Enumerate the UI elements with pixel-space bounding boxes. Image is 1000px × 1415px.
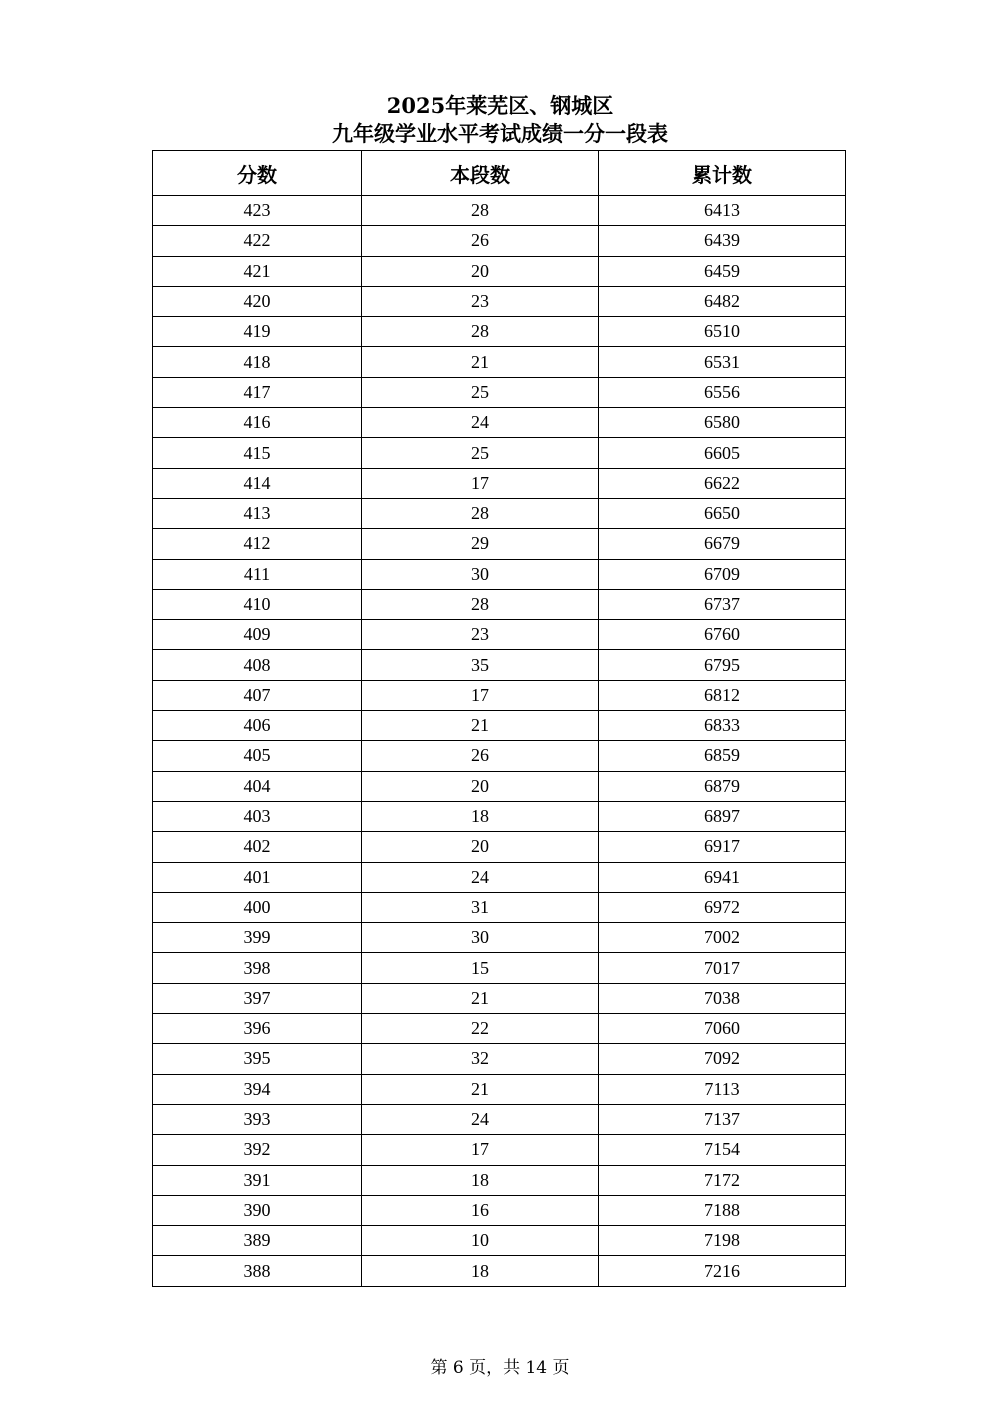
segment-count-cell: 28: [362, 317, 599, 347]
score-distribution-table: [152, 150, 846, 1287]
segment-count-cell: 10: [362, 1226, 599, 1256]
table-row: [153, 529, 846, 559]
cumulative-count-cell: 6650: [599, 498, 846, 528]
segment-count-cell: 23: [362, 620, 599, 650]
table-row: [153, 650, 846, 680]
table-header: [153, 151, 846, 196]
segment-count-cell: 28: [362, 589, 599, 619]
segment-count-cell: 21: [362, 983, 599, 1013]
cumulative-count-cell: 7092: [599, 1044, 846, 1074]
cumulative-count-cell: 6795: [599, 650, 846, 680]
score-cell: 417: [153, 377, 362, 407]
cumulative-count-cell: 7137: [599, 1104, 846, 1134]
segment-count-cell: 25: [362, 438, 599, 468]
column-header-score: 分数: [153, 151, 362, 196]
score-cell: 419: [153, 317, 362, 347]
table-header-row: [153, 151, 846, 196]
score-cell: 398: [153, 953, 362, 983]
score-cell: 410: [153, 589, 362, 619]
cumulative-count-cell: 6459: [599, 256, 846, 286]
cumulative-count-cell: 6859: [599, 741, 846, 771]
segment-count-cell: 35: [362, 650, 599, 680]
segment-count-cell: 24: [362, 1104, 599, 1134]
score-cell: 391: [153, 1165, 362, 1195]
cumulative-count-cell: 6709: [599, 559, 846, 589]
table-row: [153, 196, 846, 226]
table-row: [153, 1074, 846, 1104]
segment-count-cell: 25: [362, 377, 599, 407]
score-cell: 416: [153, 408, 362, 438]
cumulative-count-cell: 6531: [599, 347, 846, 377]
segment-count-cell: 30: [362, 559, 599, 589]
segment-count-cell: 23: [362, 286, 599, 316]
cumulative-count-cell: 6812: [599, 680, 846, 710]
score-cell: 406: [153, 711, 362, 741]
score-cell: 393: [153, 1104, 362, 1134]
segment-count-cell: 18: [362, 1165, 599, 1195]
cumulative-count-cell: 6439: [599, 226, 846, 256]
column-header-segment-count: 本段数: [362, 151, 599, 196]
table-row: [153, 1165, 846, 1195]
segment-count-cell: 20: [362, 832, 599, 862]
cumulative-count-cell: 7172: [599, 1165, 846, 1195]
score-cell: 420: [153, 286, 362, 316]
score-cell: 402: [153, 832, 362, 862]
cumulative-count-cell: 7017: [599, 953, 846, 983]
score-cell: 388: [153, 1256, 362, 1286]
table-row: [153, 1195, 846, 1225]
score-cell: 396: [153, 1014, 362, 1044]
cumulative-count-cell: 6972: [599, 892, 846, 922]
segment-count-cell: 28: [362, 196, 599, 226]
cumulative-count-cell: 7002: [599, 923, 846, 953]
cumulative-count-cell: 7188: [599, 1195, 846, 1225]
table-row: [153, 741, 846, 771]
cumulative-count-cell: 6580: [599, 408, 846, 438]
score-cell: 401: [153, 862, 362, 892]
score-cell: 408: [153, 650, 362, 680]
document-title-line1: 2025年莱芜区、钢城区: [386, 93, 614, 118]
table-row: [153, 923, 846, 953]
score-cell: 399: [153, 923, 362, 953]
table-row: [153, 862, 846, 892]
score-cell: 409: [153, 620, 362, 650]
cumulative-count-cell: 6605: [599, 438, 846, 468]
segment-count-cell: 30: [362, 923, 599, 953]
score-cell: 392: [153, 1135, 362, 1165]
table-row: [153, 680, 846, 710]
table-row: [153, 983, 846, 1013]
table-row: [153, 1135, 846, 1165]
segment-count-cell: 18: [362, 801, 599, 831]
score-cell: 415: [153, 438, 362, 468]
document-title-line2: 九年级学业水平考试成绩一分一段表: [332, 121, 668, 146]
score-cell: 404: [153, 771, 362, 801]
column-header-cumulative-count: 累计数: [599, 151, 846, 196]
table-row: [153, 620, 846, 650]
cumulative-count-cell: 7060: [599, 1014, 846, 1044]
segment-count-cell: 20: [362, 256, 599, 286]
cumulative-count-cell: 6413: [599, 196, 846, 226]
segment-count-cell: 17: [362, 1135, 599, 1165]
score-cell: 389: [153, 1226, 362, 1256]
score-cell: 405: [153, 741, 362, 771]
table-row: [153, 438, 846, 468]
score-cell: 407: [153, 680, 362, 710]
table-row: [153, 711, 846, 741]
table-row: [153, 226, 846, 256]
cumulative-count-cell: 6941: [599, 862, 846, 892]
cumulative-count-cell: 7198: [599, 1226, 846, 1256]
segment-count-cell: 21: [362, 711, 599, 741]
segment-count-cell: 26: [362, 741, 599, 771]
table-row: [153, 468, 846, 498]
table-row: [153, 559, 846, 589]
cumulative-count-cell: 6510: [599, 317, 846, 347]
cumulative-count-cell: 7216: [599, 1256, 846, 1286]
cumulative-count-cell: 6897: [599, 801, 846, 831]
table-row: [153, 1044, 846, 1074]
cumulative-count-cell: 6917: [599, 832, 846, 862]
score-cell: 403: [153, 801, 362, 831]
segment-count-cell: 16: [362, 1195, 599, 1225]
segment-count-cell: 29: [362, 529, 599, 559]
score-cell: 390: [153, 1195, 362, 1225]
score-cell: 422: [153, 226, 362, 256]
cumulative-count-cell: 6482: [599, 286, 846, 316]
score-cell: 421: [153, 256, 362, 286]
segment-count-cell: 22: [362, 1014, 599, 1044]
table-row: [153, 1104, 846, 1134]
table-row: [153, 317, 846, 347]
score-cell: 414: [153, 468, 362, 498]
table-row: [153, 801, 846, 831]
score-cell: 413: [153, 498, 362, 528]
table-row: [153, 256, 846, 286]
table-row: [153, 347, 846, 377]
cumulative-count-cell: 6622: [599, 468, 846, 498]
cumulative-count-cell: 6679: [599, 529, 846, 559]
segment-count-cell: 21: [362, 1074, 599, 1104]
table-row: [153, 286, 846, 316]
segment-count-cell: 24: [362, 862, 599, 892]
segment-count-cell: 28: [362, 498, 599, 528]
score-cell: 411: [153, 559, 362, 589]
segment-count-cell: 21: [362, 347, 599, 377]
segment-count-cell: 26: [362, 226, 599, 256]
cumulative-count-cell: 6737: [599, 589, 846, 619]
table-row: [153, 498, 846, 528]
score-cell: 395: [153, 1044, 362, 1074]
table-row: [153, 953, 846, 983]
table-row: [153, 1014, 846, 1044]
segment-count-cell: 17: [362, 468, 599, 498]
table-row: [153, 1256, 846, 1286]
table-row: [153, 1226, 846, 1256]
score-cell: 400: [153, 892, 362, 922]
score-cell: 394: [153, 1074, 362, 1104]
cumulative-count-cell: 6556: [599, 377, 846, 407]
segment-count-cell: 31: [362, 892, 599, 922]
cumulative-count-cell: 7113: [599, 1074, 846, 1104]
page-footer: 第 6 页，共 14 页: [430, 1358, 570, 1378]
table-row: [153, 408, 846, 438]
cumulative-count-cell: 7154: [599, 1135, 846, 1165]
cumulative-count-cell: 6760: [599, 620, 846, 650]
score-cell: 423: [153, 196, 362, 226]
cumulative-count-cell: 6833: [599, 711, 846, 741]
segment-count-cell: 24: [362, 408, 599, 438]
table-row: [153, 771, 846, 801]
table-row: [153, 892, 846, 922]
table-row: [153, 832, 846, 862]
table-body: [153, 196, 846, 1287]
cumulative-count-cell: 6879: [599, 771, 846, 801]
score-cell: 397: [153, 983, 362, 1013]
segment-count-cell: 20: [362, 771, 599, 801]
cumulative-count-cell: 7038: [599, 983, 846, 1013]
score-cell: 412: [153, 529, 362, 559]
segment-count-cell: 32: [362, 1044, 599, 1074]
table-row: [153, 589, 846, 619]
segment-count-cell: 18: [362, 1256, 599, 1286]
segment-count-cell: 15: [362, 953, 599, 983]
segment-count-cell: 17: [362, 680, 599, 710]
score-cell: 418: [153, 347, 362, 377]
table-row: [153, 377, 846, 407]
